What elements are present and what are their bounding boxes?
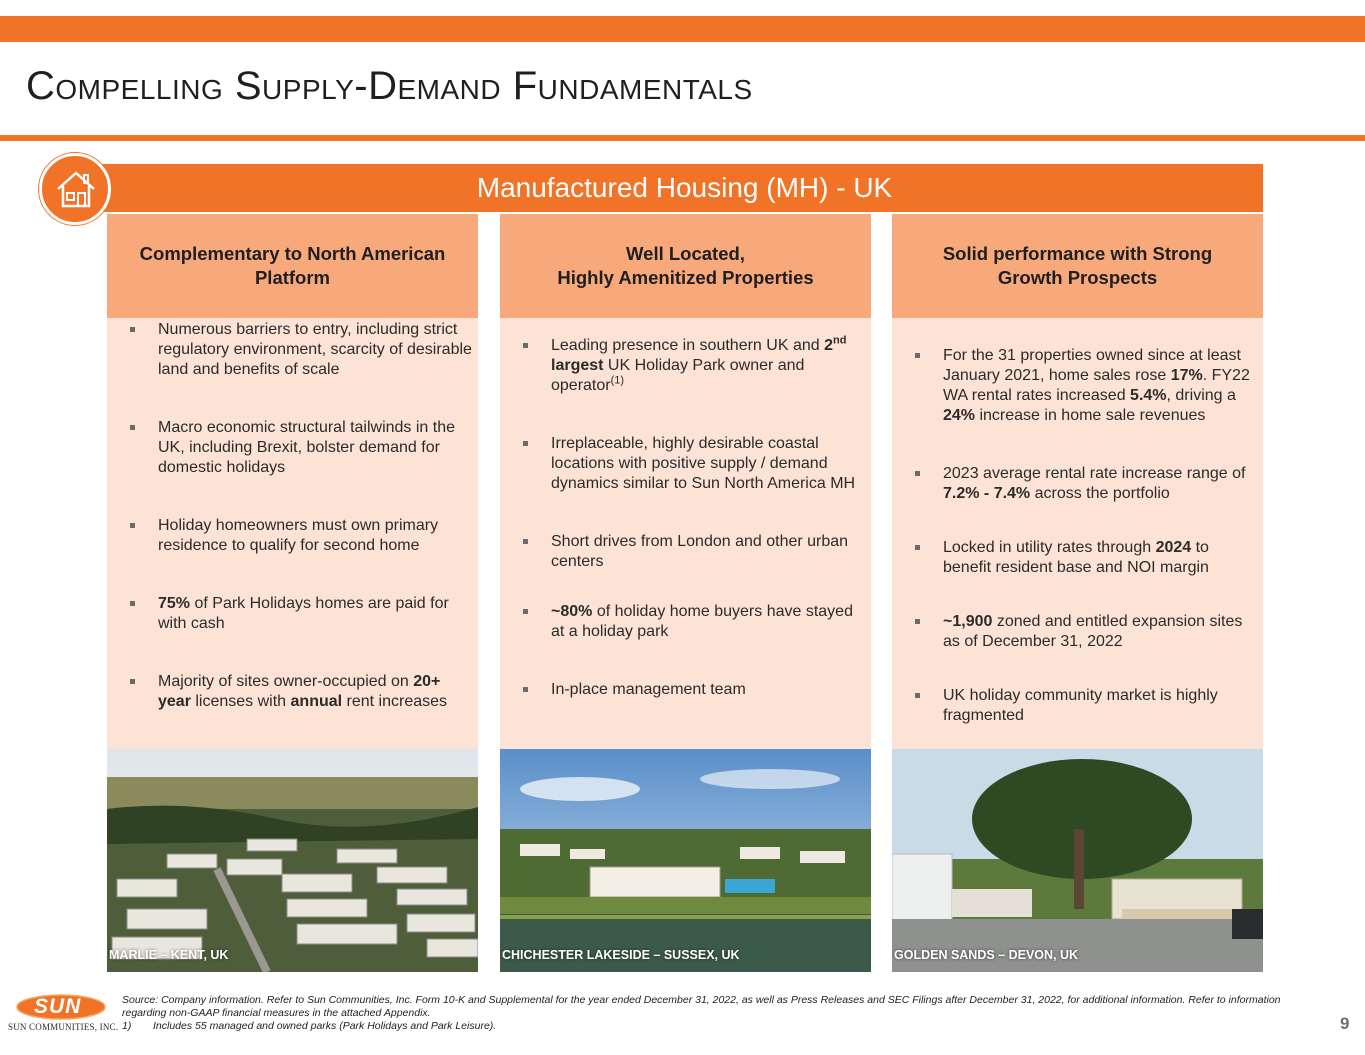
text-run: In-place management team bbox=[551, 681, 746, 698]
numbered-note bbox=[122, 1020, 1297, 1033]
bullet-list bbox=[551, 336, 867, 700]
column-complementary bbox=[107, 214, 478, 749]
bold-text: 17% bbox=[1170, 367, 1203, 384]
bullet-item bbox=[551, 602, 867, 642]
text-run: increase in home sale revenues bbox=[975, 407, 1206, 424]
column-heading: Solid performance with Strong Growth Prospects bbox=[892, 214, 1263, 318]
text-run: UK Holiday Park owner and operator bbox=[551, 357, 805, 394]
slide-title: Compelling Supply-Demand Fundamentals bbox=[26, 64, 753, 108]
photo-caption: CHICHESTER LAKESIDE – SUSSEX, UK bbox=[502, 948, 740, 962]
bullet-item bbox=[551, 434, 867, 494]
text-run: Irreplaceable, highly desirable coastal locations with positive supply / demand dynamics similar to Sun North America MH bbox=[551, 435, 856, 492]
text-run: Holiday homeowners must own primary residence to qualify for second home bbox=[158, 517, 439, 554]
text-run: For the 31 properties owned since at least January 2021, home sales rose bbox=[943, 347, 1241, 384]
house-badge bbox=[39, 153, 111, 225]
bullet-item bbox=[943, 686, 1259, 726]
text-run: UK holiday community market is highly fragmented bbox=[943, 687, 1218, 724]
text-run: Majority of sites owner-occupied on bbox=[158, 673, 414, 690]
bold-text: largest bbox=[551, 357, 604, 374]
bullet-list bbox=[158, 320, 476, 770]
company-logo bbox=[8, 994, 119, 1034]
title-divider bbox=[0, 135, 1365, 141]
bullet-item bbox=[943, 346, 1259, 426]
text-run: 2023 average rental rate increase range of bbox=[943, 465, 1246, 482]
text-run: licenses with bbox=[190, 693, 291, 710]
logo-text: SUN COMMUNITIES, INC. bbox=[8, 1022, 119, 1032]
column-well-located bbox=[500, 214, 871, 749]
footnote bbox=[122, 994, 1297, 1033]
photo-chichester bbox=[500, 749, 871, 972]
bold-text: annual bbox=[290, 693, 343, 710]
text-run: Leading presence in southern UK and bbox=[551, 337, 825, 354]
bold-text: 24% bbox=[943, 407, 976, 424]
bullet-item bbox=[551, 532, 867, 572]
column-solid-performance bbox=[892, 214, 1263, 749]
text-run: rent increases bbox=[342, 693, 448, 710]
note-text: Includes 55 managed and owned parks (Park Holidays and Park Leisure). bbox=[153, 1020, 497, 1032]
text-run: Locked in utility rates through bbox=[943, 539, 1156, 556]
holiday-homes-illustration bbox=[892, 749, 1263, 972]
bullet-item bbox=[158, 418, 476, 478]
text-run: to benefit resident base and NOI margin bbox=[943, 539, 1209, 576]
photo-golden-sands bbox=[892, 749, 1263, 972]
bullet-item bbox=[158, 594, 476, 634]
section-banner bbox=[66, 164, 1263, 212]
bold-text: 5.4% bbox=[1130, 387, 1167, 404]
text-run: Numerous barriers to entry, including strict regulatory environment, scarcity of desirable land and benefits of scale bbox=[158, 321, 472, 378]
bold-text: ~1,900 bbox=[943, 613, 993, 630]
bullet-item bbox=[158, 672, 476, 712]
column-heading: Well Located, Highly Amenitized Properties bbox=[500, 214, 871, 318]
aerial-park-illustration bbox=[107, 749, 478, 972]
bold-text: 75% bbox=[158, 595, 191, 612]
top-accent-bar bbox=[0, 16, 1365, 42]
photo-caption: GOLDEN SANDS – DEVON, UK bbox=[894, 948, 1079, 962]
bold-text: 2 bbox=[824, 337, 833, 354]
bullet-item bbox=[158, 516, 476, 556]
logo-word: SUN bbox=[34, 995, 82, 1018]
page-number: 9 bbox=[1340, 1014, 1350, 1033]
text-run: Short drives from London and other urban centers bbox=[551, 533, 849, 570]
bullet-item bbox=[943, 538, 1259, 578]
bullet-item bbox=[551, 680, 867, 700]
bold-text: 20+ year bbox=[158, 673, 441, 710]
text-run: zoned and entitled expansion sites as of December 31, 2022 bbox=[943, 613, 1243, 650]
text-run: of holiday home buyers have stayed at a holiday park bbox=[551, 603, 853, 640]
lakeside-park-illustration bbox=[500, 749, 871, 972]
column-heading: Complementary to North American Platform bbox=[107, 214, 478, 318]
section-banner-label: Manufactured Housing (MH) - UK bbox=[476, 172, 893, 203]
superscript: nd bbox=[832, 334, 847, 347]
text-run: of Park Holidays homes are paid for with cash bbox=[158, 595, 449, 632]
photo-caption: MARLIE – KENT, UK bbox=[109, 948, 229, 962]
bold-text: 2024 bbox=[1155, 539, 1192, 556]
bold-text: ~80% bbox=[551, 603, 593, 620]
bullet-list bbox=[943, 346, 1259, 726]
note-number: 1) bbox=[122, 1020, 132, 1032]
house-icon bbox=[55, 168, 97, 210]
bullet-item bbox=[158, 320, 476, 380]
source-note: Source: Company information. Refer to Sun Communities, Inc. Form 10-K and Supplemental for the year ended December 31, 2022, as well as Press Releases and SEC Filings after December 31, 2022, for additional information. Refer to information regarding non-GAAP financial measures in the attached Appendix. bbox=[122, 994, 1281, 1019]
text-run: Macro economic structural tailwinds in the UK, including Brexit, bolster demand for domestic holidays bbox=[158, 419, 456, 476]
bold-text: 7.2% - 7.4% bbox=[943, 485, 1031, 502]
bullet-item bbox=[551, 336, 867, 396]
photo-marlie bbox=[107, 749, 478, 972]
superscript: (1) bbox=[610, 374, 625, 387]
text-run: , driving a bbox=[1166, 387, 1236, 404]
bullet-item bbox=[943, 464, 1259, 504]
text-run: across the portfolio bbox=[1030, 485, 1170, 502]
bullet-item bbox=[943, 612, 1259, 652]
text-run: . FY22 WA rental rates increased bbox=[943, 367, 1250, 404]
